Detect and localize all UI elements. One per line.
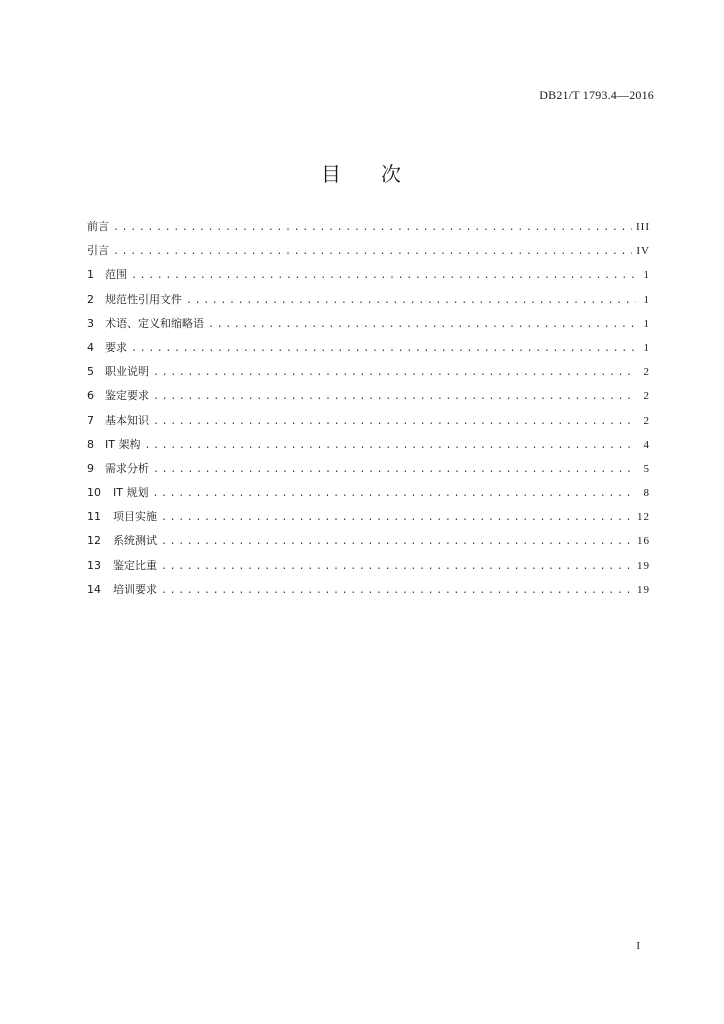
toc-entry-label: 基本知识: [105, 413, 149, 427]
toc-entry-number: 11: [87, 510, 101, 524]
toc-entry-label: 要求: [105, 340, 127, 354]
toc-entry-label: 职业说明: [105, 365, 149, 379]
toc-entry-number: 12: [87, 534, 101, 548]
toc-entry-number: 7: [87, 413, 94, 427]
toc-entry[interactable]: [87, 462, 650, 486]
toc-entry-number: 10: [87, 486, 101, 500]
toc-entry-label: 术语、定义和缩略语: [105, 316, 204, 330]
toc-entry-label: 需求分析: [105, 461, 149, 475]
toc-leader-dots: [113, 246, 632, 260]
toc-entry[interactable]: [87, 317, 650, 341]
toc-entry-page: 2: [643, 414, 650, 427]
toc-leader-dots: [152, 488, 636, 502]
toc-leader-dots: [161, 536, 633, 550]
toc-entry-label: 规范性引用文件: [105, 292, 182, 306]
toc-entry-number: 4: [87, 340, 94, 354]
toc-leader-dots: [208, 319, 636, 333]
toc-leader-dots: [131, 270, 636, 284]
toc-entry[interactable]: [87, 559, 650, 583]
toc-entry-number: 9: [87, 461, 94, 475]
toc-title-left: 目: [321, 162, 343, 186]
toc-title-right: 次: [381, 162, 403, 186]
toc-entry-number: 8: [87, 437, 94, 451]
toc-entry[interactable]: [87, 534, 650, 558]
toc-entry-label: 系统测试: [113, 534, 157, 548]
toc-entry-page: 19: [637, 559, 650, 572]
toc-entry[interactable]: [87, 365, 650, 389]
toc-entry-label: 引言: [87, 244, 109, 258]
toc-entry-number: 1: [87, 268, 94, 282]
toc-entry-page: 2: [643, 366, 650, 379]
toc-entry-page: 19: [637, 583, 650, 596]
toc-leader-dots: [113, 222, 632, 236]
toc-entry-page: IV: [636, 245, 650, 258]
toc-entry-number: 2: [87, 292, 94, 306]
toc-entry[interactable]: [87, 389, 650, 413]
toc-entry-page: 8: [643, 487, 650, 500]
toc-entry-label: IT 规划: [113, 486, 149, 500]
toc-entry[interactable]: [87, 510, 650, 534]
toc-entry[interactable]: [87, 438, 650, 462]
toc-entry[interactable]: [87, 583, 650, 607]
toc-entry-number: 6: [87, 389, 94, 403]
toc-entry-page: 5: [643, 462, 650, 475]
toc-entry[interactable]: [87, 341, 650, 365]
toc-leader-dots: [153, 367, 636, 381]
toc-leader-dots: [131, 343, 636, 357]
toc-entry-number: 14: [87, 582, 101, 596]
toc-entry-page: 2: [643, 390, 650, 403]
toc-entry-page: 1: [643, 269, 650, 282]
toc-leader-dots: [153, 464, 636, 478]
toc-entry-page: 16: [637, 535, 650, 548]
toc-entry[interactable]: [87, 293, 650, 317]
toc-entry-label: IT 架构: [105, 437, 141, 451]
toc-leader-dots: [161, 512, 633, 526]
toc-entry-label: 鉴定要求: [105, 389, 149, 403]
toc-entry-number: 13: [87, 558, 101, 572]
document-code: DB21/T 1793.4—2016: [539, 88, 654, 102]
toc-entry-page: 12: [637, 511, 650, 524]
toc-entry-label: 范围: [105, 268, 127, 282]
toc-entry-label: 鉴定比重: [113, 558, 157, 572]
toc-entry-number: 5: [87, 365, 94, 379]
toc-leader-dots: [161, 561, 633, 575]
toc-entry[interactable]: [87, 268, 650, 292]
toc-leader-dots: [161, 585, 633, 599]
toc-entry-number: 3: [87, 316, 94, 330]
toc-entry-page: III: [636, 221, 650, 233]
toc-entry[interactable]: [87, 220, 650, 244]
toc-entry-page: 1: [643, 317, 650, 330]
toc-entry-page: 4: [643, 438, 650, 451]
toc-entry[interactable]: [87, 486, 650, 510]
table-of-contents: [87, 220, 650, 607]
page-number: I: [636, 940, 640, 952]
toc-leader-dots: [144, 440, 636, 454]
toc-entry[interactable]: [87, 414, 650, 438]
toc-entry-label: 培训要求: [113, 582, 157, 596]
toc-leader-dots: [153, 391, 636, 405]
toc-entry-page: 1: [643, 293, 650, 306]
toc-entry-page: 1: [643, 341, 650, 354]
toc-title: [0, 158, 724, 187]
toc-entry[interactable]: [87, 244, 650, 268]
toc-entry-label: 项目实施: [113, 510, 157, 524]
toc-entry-label: 前言: [87, 220, 109, 233]
toc-leader-dots: [186, 295, 636, 309]
toc-leader-dots: [153, 416, 636, 430]
